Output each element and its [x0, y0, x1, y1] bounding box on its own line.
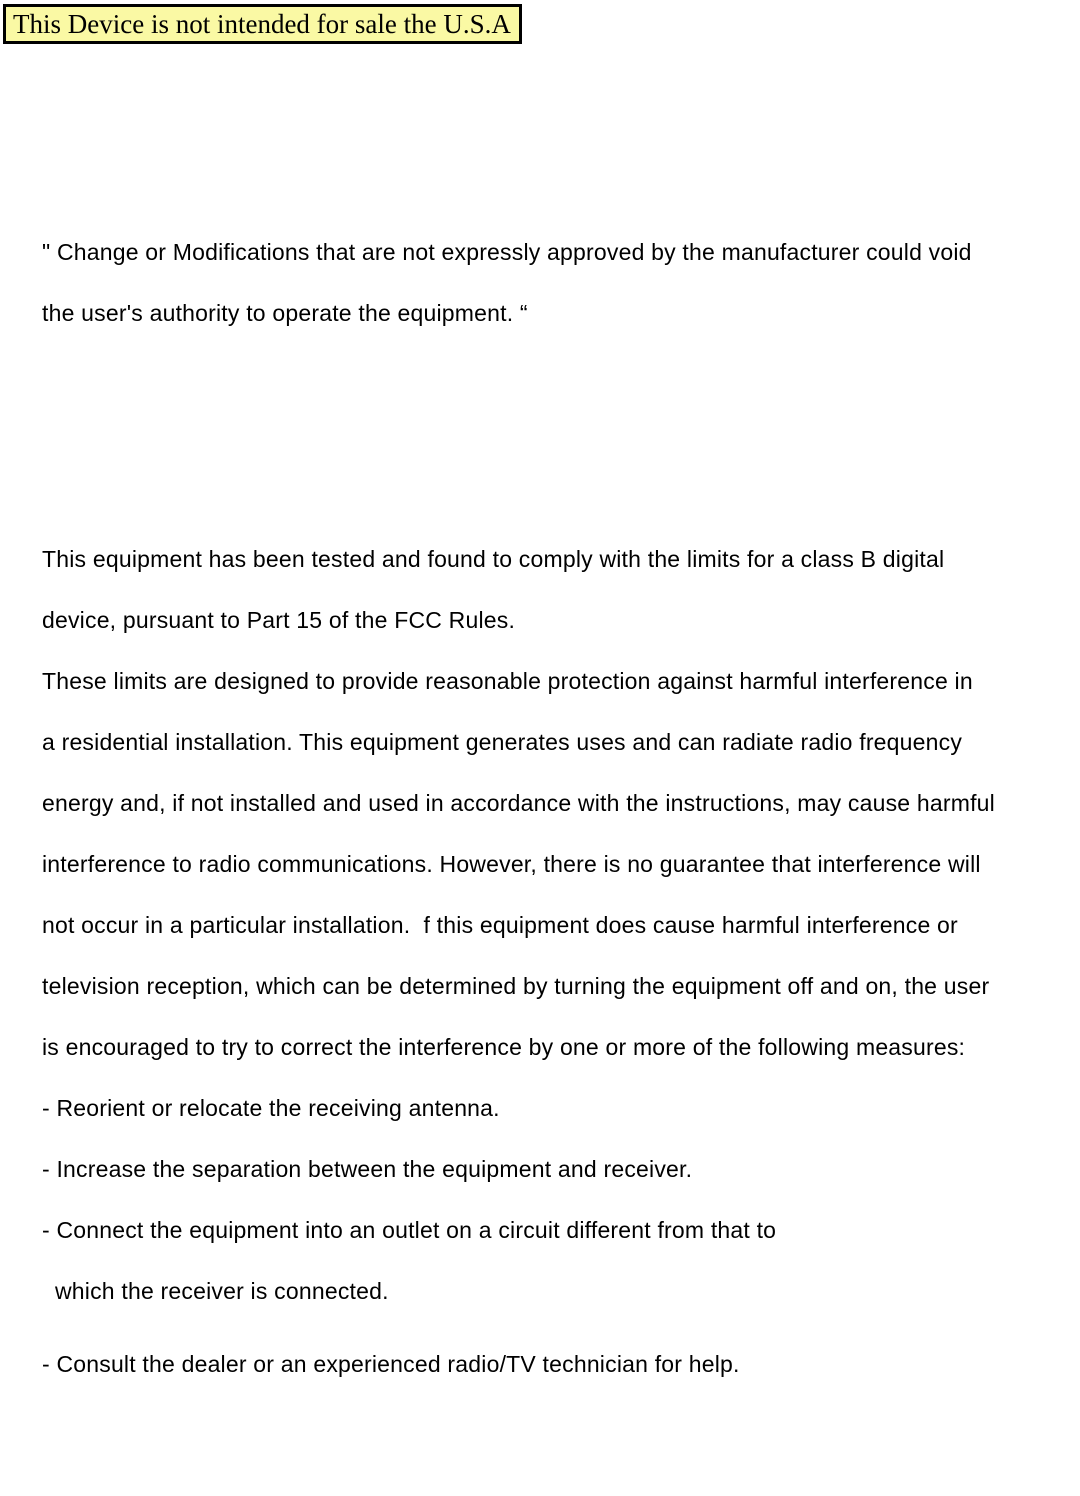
modification-warning [42, 222, 1042, 344]
fcc-line: is encouraged to try to correct the interference by one or more of the following measures: [42, 1034, 966, 1060]
warning-line: " Change or Modifications that are not expressly approved by the manufacturer could void [42, 239, 972, 265]
fcc-line: not occur in a particular installation. f this equipment does cause harmful interference or [42, 912, 958, 938]
measure-item: - Consult the dealer or an experienced radio/TV technician for help. [42, 1351, 740, 1377]
fcc-statement [42, 529, 1042, 1395]
fcc-line: device, pursuant to Part 15 of the FCC Rules. [42, 607, 516, 633]
fcc-line: These limits are designed to provide reasonable protection against harmful interference in [42, 668, 973, 694]
fcc-line: a residential installation. This equipment generates uses and can radiate radio frequency [42, 729, 963, 755]
fcc-line: interference to radio communications. However, there is no guarantee that interference will [42, 851, 981, 877]
fcc-line: energy and, if not installed and used in accordance with the instructions, may cause harmful [42, 790, 995, 816]
warning-line: the user's authority to operate the equipment. “ [42, 300, 528, 326]
measure-item: - Connect the equipment into an outlet on a circuit different from that to [42, 1217, 777, 1243]
fcc-line: This equipment has been tested and found to comply with the limits for a class B digital [42, 546, 945, 572]
measure-item: - Reorient or relocate the receiving antenna. [42, 1095, 500, 1121]
measure-item-continuation: which the receiver is connected. [55, 1278, 389, 1304]
fcc-line: television reception, which can be determined by turning the equipment off and on, the user [42, 973, 990, 999]
not-for-sale-banner: This Device is not intended for sale the U.S.A [3, 4, 522, 44]
measure-item: - Increase the separation between the equipment and receiver. [42, 1156, 693, 1182]
